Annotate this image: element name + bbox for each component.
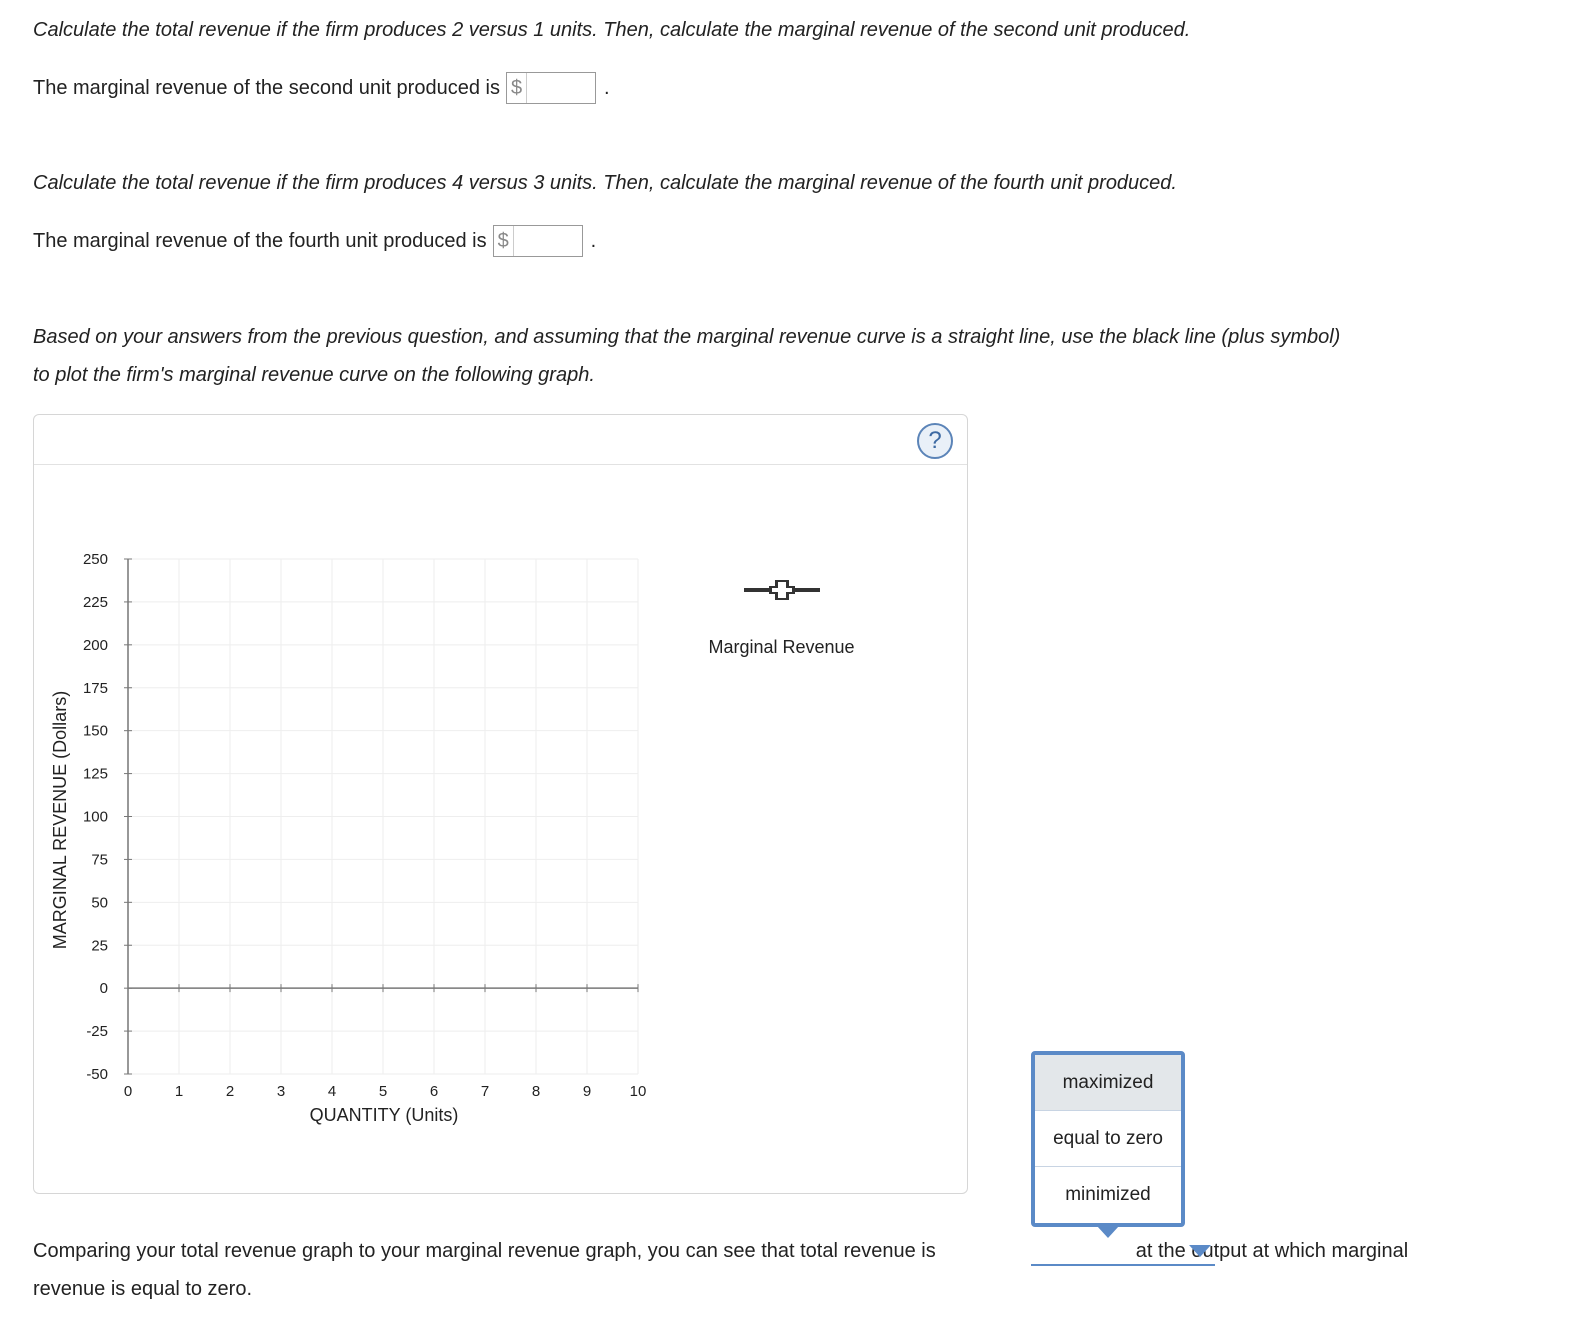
marginal-revenue-tool[interactable] [742, 574, 822, 606]
question-4-text-after: at the output at which marginal revenue is equal to zero. [33, 1240, 1409, 1300]
dollar-sign: $ [507, 73, 527, 103]
x-tick-label: 2 [225, 1083, 235, 1100]
x-tick-label: 7 [480, 1083, 490, 1100]
total-revenue-select[interactable] [1031, 1240, 1215, 1266]
y-tick-label: 75 [91, 851, 108, 869]
tr-dropdown-menu [1031, 1051, 1185, 1227]
help-icon[interactable]: ? [917, 423, 953, 459]
x-tick-label: 5 [378, 1083, 388, 1100]
x-tick-label: 8 [531, 1083, 541, 1100]
y-tick-label: -50 [86, 1066, 108, 1083]
y-tick-label: 250 [82, 551, 108, 568]
x-tick-label: 9 [582, 1083, 592, 1100]
period: . [590, 230, 597, 252]
x-tick-label: 4 [327, 1083, 337, 1100]
chevron-down-icon [1189, 1245, 1211, 1257]
question-1-prompt: Calculate the total revenue if the firm produces 2 versus 1 units. Then, calculate the marginal revenue of the second unit produced. [33, 19, 1191, 41]
dollar-sign: $ [494, 226, 514, 256]
y-tick-label: 100 [82, 808, 108, 826]
y-tick-label: 175 [82, 679, 108, 697]
question-4-text-before: Comparing your total revenue graph to your marginal revenue graph, you can see that total revenue is [33, 1240, 936, 1262]
question-4 [33, 1232, 1473, 1308]
question-2-prompt: Calculate the total revenue if the firm produces 4 versus 3 units. Then, calculate the marginal revenue of the fourth unit produced. [33, 172, 1177, 194]
x-axis-label: QUANTITY (Units) [309, 1105, 459, 1125]
question-3-prompt-line-2: to plot the firm's marginal revenue curve on the following graph. [33, 364, 595, 386]
x-tick-label: 3 [276, 1083, 286, 1100]
question-1-answer-label: The marginal revenue of the second unit produced is [33, 77, 500, 99]
option-minimized[interactable]: minimized [1065, 1184, 1151, 1205]
y-tick-label: 225 [82, 593, 108, 611]
y-tick-label: 200 [82, 636, 108, 654]
y-tick-label: 50 [91, 894, 108, 912]
question-2-answer-label: The marginal revenue of the fourth unit produced is [33, 230, 487, 252]
y-axis-label: MARGINAL REVENUE (Dollars) [50, 690, 70, 950]
marginal-revenue-label: Marginal Revenue [708, 637, 855, 657]
y-tick-label: 25 [91, 937, 108, 955]
y-tick-label: 125 [82, 765, 108, 783]
question-3-prompt-line-1: Based on your answers from the previous question, and assuming that the marginal revenue curve is a straight line, use the black line (plus symbol) [33, 326, 1341, 348]
x-tick-label: 1 [174, 1083, 184, 1100]
x-tick-label: 0 [123, 1083, 133, 1100]
x-tick-label: 6 [429, 1083, 439, 1100]
y-tick-label: 150 [82, 722, 108, 740]
option-maximized[interactable]: maximized [1035, 1055, 1181, 1111]
option-equal-to-zero[interactable]: equal to zero [1035, 1111, 1181, 1167]
period: . [603, 77, 610, 99]
y-tick-label: 0 [99, 980, 108, 998]
y-tick-label: -25 [86, 1023, 108, 1041]
x-tick-label: 10 [629, 1083, 647, 1100]
